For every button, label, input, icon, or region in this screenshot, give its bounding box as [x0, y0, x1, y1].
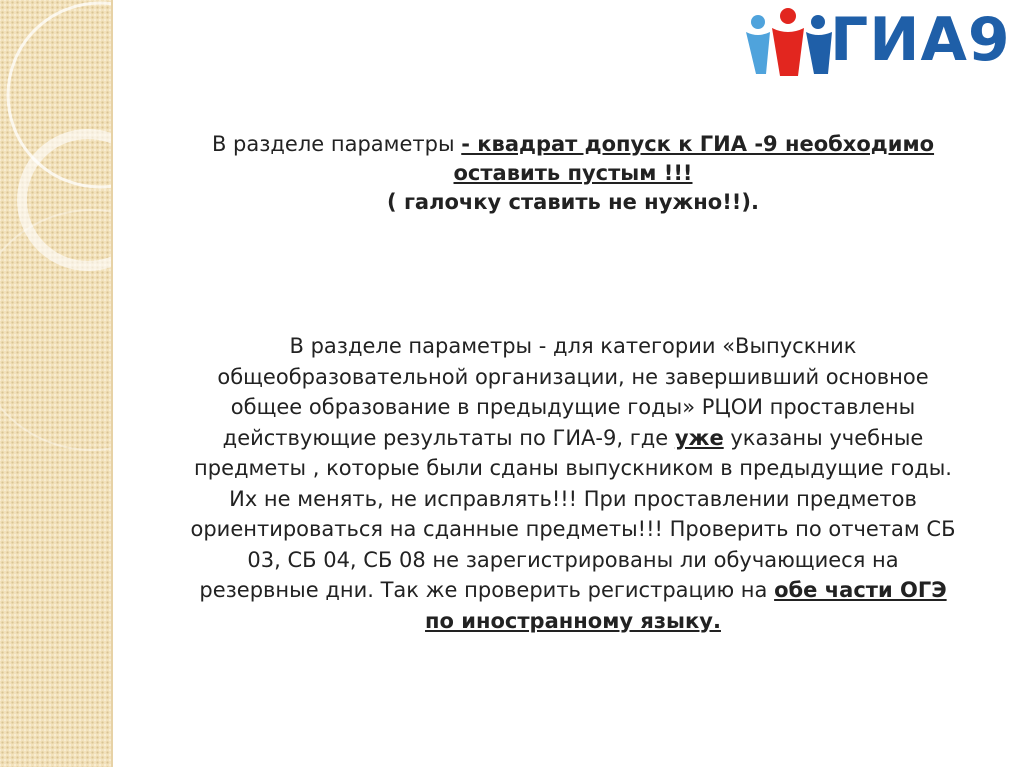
para1-lead-text: В разделе параметры: [211, 132, 462, 156]
logo-wordmark: ГИА9: [830, 5, 1011, 75]
instruction-paragraph-1: [170, 130, 976, 217]
instruction-paragraph-2: [190, 331, 956, 636]
para2-emphasis-1: уже: [674, 425, 724, 450]
para2-text-part1: В разделе параметры - для категории «Выпускник общеобразовательной организации, не завершивший основное общее образование в предыдущие годы» РЦОИ проставлены действующие результаты по ГИА-9, где: [217, 334, 929, 450]
decorative-circles-icon: [0, 0, 111, 767]
para1-emphasis-text: - квадрат допуск к ГИА -9 необходимо оставить пустым !!!: [453, 132, 935, 185]
para2-emphasis-2: обе части ОГЭ по иностранному языку.: [425, 578, 947, 633]
para1-note-text: ( галочку ставить не нужно!!).: [387, 190, 759, 214]
decorative-side-panel: [0, 0, 113, 767]
para2-text-part2: указаны учебные предметы , которые были сданы выпускником в предыдущие годы. Их не менять, не исправлять!!! При проставлении предметов ориентироваться на сданные предметы!!! Проверить по отчетам СБ 03, СБ 04, СБ 08 не зарегистрированы ли обучающиеся на резервные дни. Так же проверить регистрацию на: [190, 425, 956, 602]
people-figures-icon: [742, 4, 838, 82]
gia9-logo: [742, 4, 1022, 82]
